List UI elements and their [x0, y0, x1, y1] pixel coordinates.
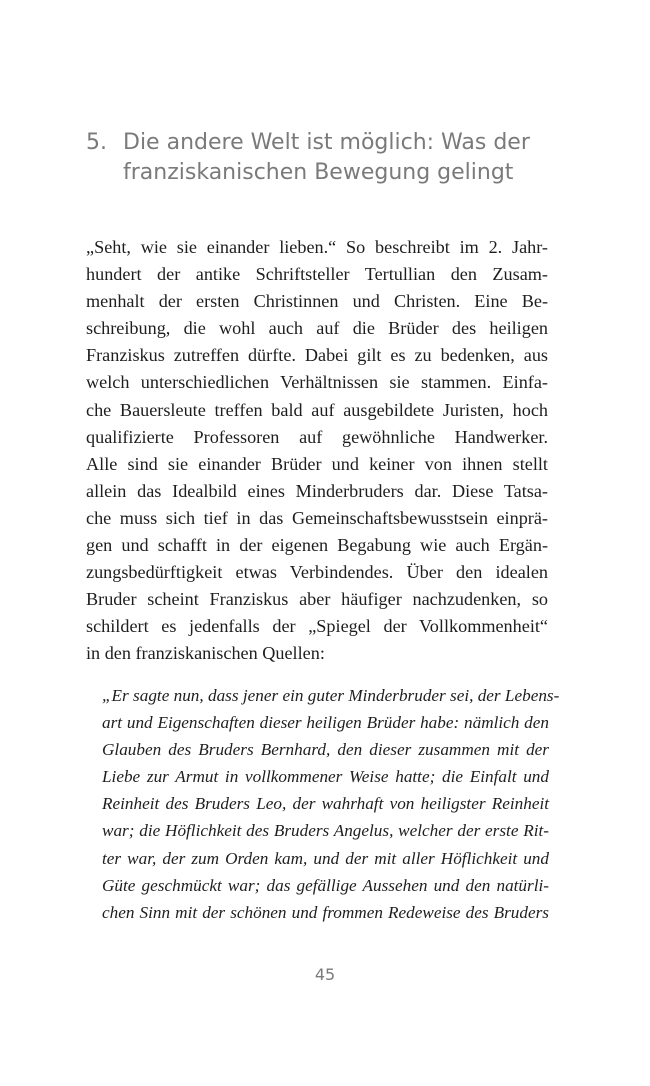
body-line: menhalt der ersten Christinnen und Christen. Eine Be- [86, 291, 548, 312]
body-paragraph [86, 234, 548, 668]
body-line: schildert es jedenfalls der „Spiegel der Vollkommenheit“ [86, 616, 548, 637]
chapter-title-line: franziskanischen Bewegung gelingt [123, 160, 514, 185]
quote-line: Güte geschmückt war; das gefällige Aussehen und den natürli- [102, 875, 549, 895]
body-line: gen und schafft in der eigenen Begabung wie auch Ergän- [86, 535, 548, 556]
body-line: Franziskus zutreffen dürfte. Dabei gilt es zu bedenken, aus [86, 345, 548, 366]
chapter-heading [86, 128, 586, 188]
body-line: qualifizierte Professoren auf gewöhnliche Handwerker. [86, 426, 548, 447]
quote-line: Reinheit des Bruders Leo, der wahrhaft von heiligster Reinheit [102, 794, 549, 814]
body-line: allein das Idealbild eines Minderbruders dar. Diese Tatsa- [86, 480, 548, 501]
chapter-title-line: Die andere Welt ist möglich: Was der [123, 130, 530, 155]
body-line: che muss sich tief in das Gemeinschaftsbewusstsein einprä- [86, 507, 548, 528]
page-number: 45 [314, 965, 336, 984]
quote-line: chen Sinn mit der schönen und frommen Redeweise des Bruders [102, 902, 549, 922]
body-line: zungsbedürftigkeit etwas Verbindendes. Über den idealen [86, 562, 548, 583]
body-line: schreibung, die wohl auch auf die Brüder des heiligen [86, 318, 548, 339]
body-line: in den franziskanischen Quellen: [86, 643, 325, 664]
block-quote [102, 682, 560, 926]
chapter-number: 5. [86, 130, 107, 155]
chapter-title [123, 128, 586, 188]
quote-line: „Er sagte nun, dass jener ein guter Minderbruder sei, der Lebens- [102, 686, 560, 705]
body-line: welch unterschiedlichen Verhältnissen sie stammen. Einfa- [86, 372, 548, 393]
quote-line: ter war, der zum Orden kam, und der mit aller Höflichkeit und [102, 848, 549, 868]
body-line: „Seht, wie sie einander lieben.“ So beschreibt im 2. Jahr- [86, 237, 548, 257]
quote-line: Liebe zur Armut in vollkommener Weise hatte; die Einfalt und [102, 767, 549, 787]
body-line: Bruder scheint Franziskus aber häufiger nachzudenken, so [86, 589, 548, 610]
body-line: Alle sind sie einander Brüder und keiner von ihnen stellt [86, 453, 548, 474]
quote-line: war; die Höflichkeit des Bruders Angelus, welcher der erste Rit- [102, 821, 549, 841]
quote-line: art und Eigenschaften dieser heiligen Brüder habe: nämlich den [102, 713, 549, 733]
body-line: che Bauersleute treffen bald auf ausgebildete Juristen, hoch [86, 399, 548, 420]
body-line: hundert der antike Schriftsteller Tertullian den Zusam- [86, 264, 548, 285]
quote-line: Glauben des Bruders Bernhard, den dieser zusammen mit der [102, 740, 549, 760]
